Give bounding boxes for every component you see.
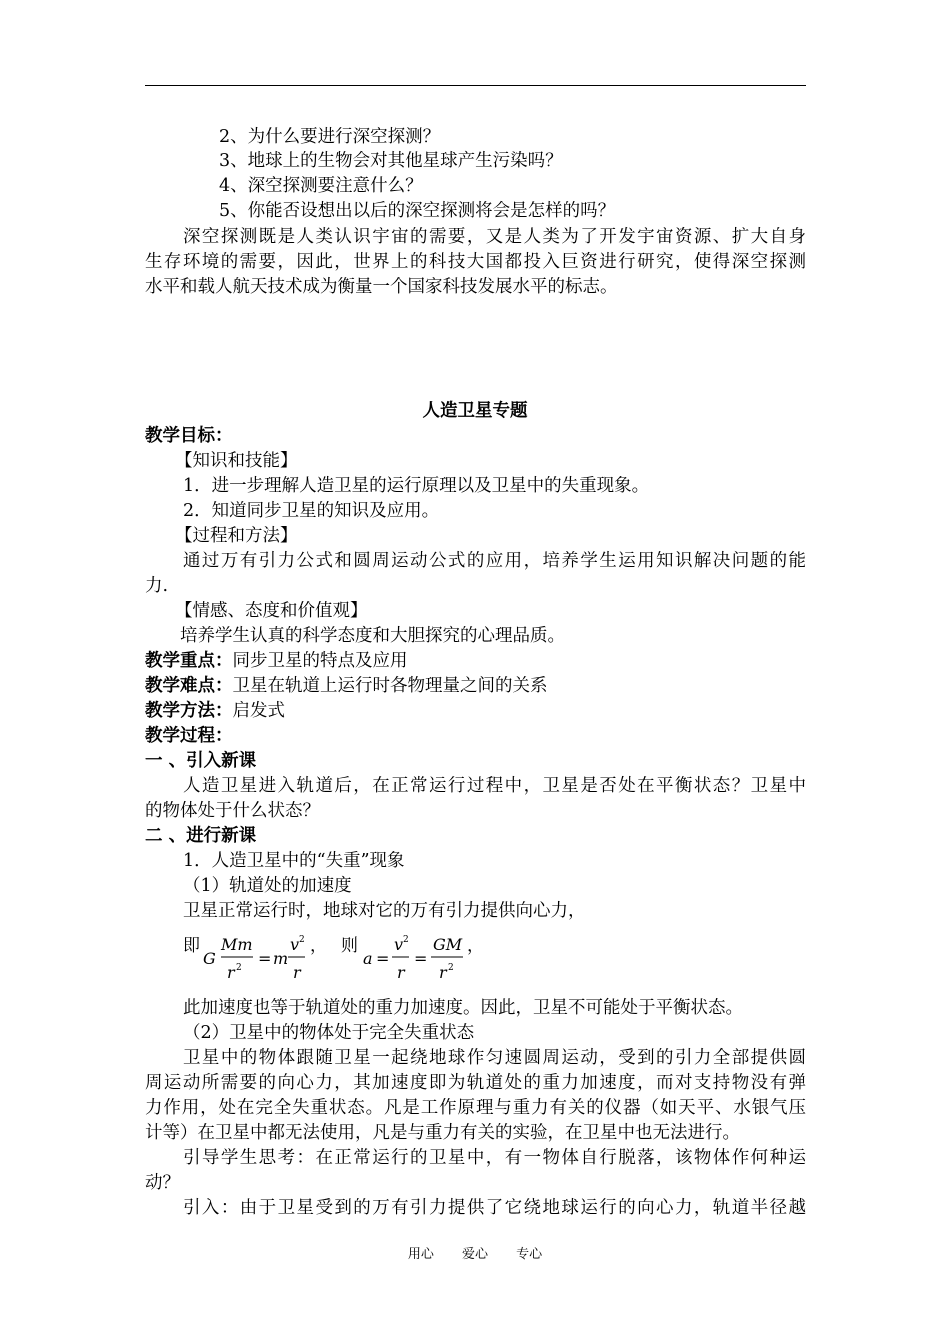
footer-item-1: 用心 [407,1247,434,1262]
method-value: 启发式 [232,701,285,721]
intro-line-1: 深空探测既是人类认识宇宙的需要，又是人类为了开发宇宙资源、扩大自身 [183,227,806,247]
difficulty [145,674,548,698]
formula-then: 则 [341,936,358,956]
formula-r2-base: r [227,963,235,982]
process-main-heading: 教学过程： [145,726,233,746]
formula [183,928,503,988]
key-point-label: 教学重点： [145,651,233,671]
footer-item-3: 专心 [516,1247,543,1262]
formula-r2-exp: 2 [236,963,242,973]
formula-v: v [290,935,300,954]
formula-GM: GM [433,935,463,954]
formula-G: G [203,949,216,968]
process-text-1: 通过万有引力公式和圆周运动公式的应用，培养学生运用知识解决问题的能 [183,551,806,571]
emotion-heading: 【情感、态度和价值观】 [175,601,368,621]
page-footer [0,1246,950,1264]
intro-line-2: 生存环境的需要，因此，世界上的科技大国都投入巨资进行研究，使得深空探测 [145,252,806,272]
section1-heading: 一 、引入新课 [145,751,257,771]
formula-a: a [363,949,373,968]
objectives-heading: 教学目标： [145,426,233,446]
section2-heading: 二 、进行新课 [145,826,257,846]
formula-r-2: r [397,963,405,982]
weightless-text-1: 卫星中的物体跟随卫星一起绕地球作匀速圆周运动，受到的引力全部提供圆 [183,1048,806,1068]
weightless-text-3: 力作用，处在完全失重状态。凡是工作原理与重力有关的仪器（如天平、水银气压 [145,1098,806,1118]
method [145,699,285,723]
key-point [145,649,408,673]
formula-r2-exp-2: 2 [448,963,454,973]
question-2: 2、为什么要进行深空探测？ [219,127,441,147]
formula-r2-base-2: r [439,963,447,982]
page-title: 人造卫星专题 [422,401,528,421]
formula-v-exp: 2 [299,935,305,945]
section2-sub1: 1．人造卫星中的“失重”现象 [183,851,405,871]
section2-sub1-1: （1）轨道处的加速度 [183,876,352,896]
section1-text-1: 人造卫星进入轨道后，在正常运行过程中，卫星是否处在平衡状态？卫星中 [183,776,806,796]
weightless-text-2: 周运动所需要的向心力，其加速度即为轨道处的重力加速度，而对支持物没有弹 [145,1073,806,1093]
formula-v-2: v [394,935,404,954]
lead-text: 引入：由于卫星受到的万有引力提供了它绕地球运行的向心力，轨道半径越 [183,1198,806,1218]
formula-eq-1: = [258,949,272,968]
formula-m: m [273,949,289,968]
formula-prefix: 即 [183,936,200,956]
key-point-value: 同步卫星的特点及应用 [232,651,408,671]
knowledge-item-1: 1．进一步理解人造卫星的运行原理以及卫星中的失重现象。 [183,476,650,496]
after-formula: 此加速度也等于轨道处的重力加速度。因此，卫星不可能处于平衡状态。 [183,998,743,1018]
process-heading: 【过程和方法】 [175,526,298,546]
formula-v-2-exp: 2 [403,935,409,945]
footer-item-2: 爱心 [461,1247,488,1262]
difficulty-value: 卫星在轨道上运行时各物理量之间的关系 [232,676,548,696]
guide-text-2: 动？ [145,1173,180,1193]
question-4: 4、深空探测要注意什么？ [219,176,423,196]
formula-r: r [293,963,301,982]
section2-sub1-1-text: 卫星正常运行时，地球对它的万有引力提供向心力， [183,901,586,921]
guide-text-1: 引导学生思考：在正常运行的卫星中，有一物体自行脱落，该物体作何种运 [183,1148,806,1168]
section2-sub1-2: （2）卫星中的物体处于完全失重状态 [183,1023,475,1043]
intro-line-3: 水平和载人航天技术成为衡量一个国家科技发展水平的标志。 [145,277,618,297]
question-5: 5、你能否设想出以后的深空探测将会是怎样的吗？ [219,201,616,221]
process-text-2: 力. [145,576,169,596]
knowledge-item-2: 2．知道同步卫星的知识及应用。 [183,501,440,521]
section1-text-2: 的物体处于什么状态？ [145,801,320,821]
formula-comma-2: ， [467,936,484,956]
difficulty-label: 教学难点： [145,676,233,696]
formula-comma-1: ， [310,936,327,956]
knowledge-heading: 【知识和技能】 [175,451,298,471]
formula-svg [183,928,503,988]
method-label: 教学方法： [145,701,233,721]
formula-eq-2: = [376,949,390,968]
formula-Mm: Mm [221,935,253,954]
weightless-text-4: 计等）在卫星中都无法使用，凡是与重力有关的实验，在卫星中也无法进行。 [145,1123,740,1143]
question-3: 3、地球上的生物会对其他星球产生污染吗？ [219,151,563,171]
formula-eq-3: = [414,949,428,968]
header-rule [145,85,806,86]
emotion-text: 培养学生认真的科学态度和大胆探究的心理品质。 [180,626,565,646]
